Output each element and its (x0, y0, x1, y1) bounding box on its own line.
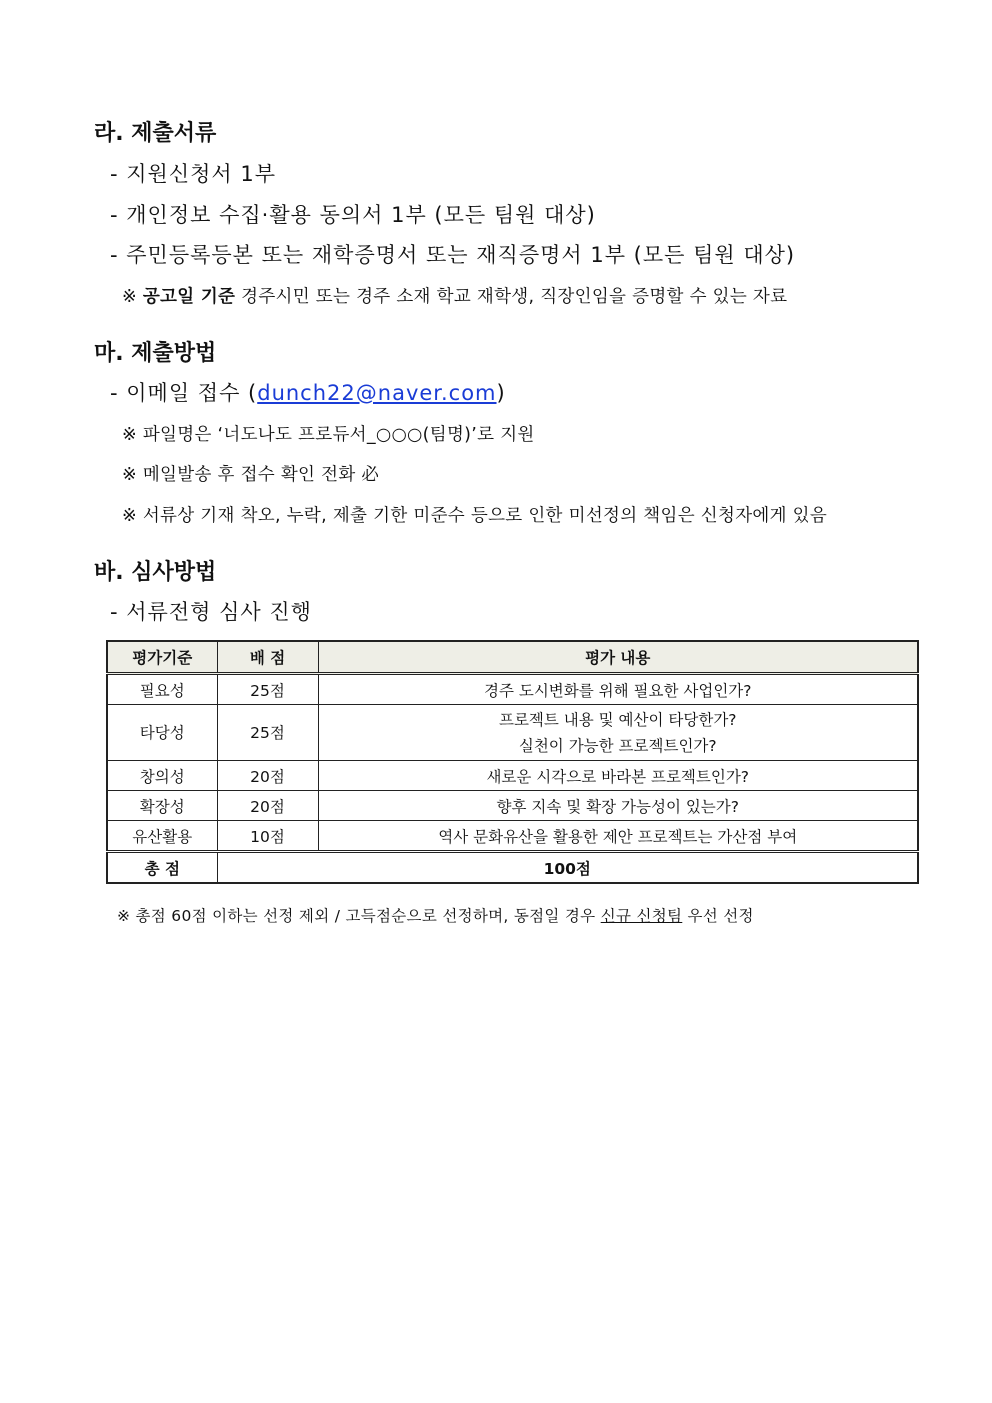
content-line: 실천이 가능한 프로젝트인가? (518, 736, 717, 755)
criterion-cell: 유산활용 (107, 821, 217, 852)
table-row (107, 791, 918, 821)
total-value-cell: 100점 (217, 852, 918, 884)
score-cell: 20점 (217, 791, 318, 821)
document-note: ※ 공고일 기준 경주시민 또는 경주 소재 학교 재학생, 직장인임을 증명할 수 있는 자료 (122, 287, 788, 307)
score-cell: 25점 (217, 705, 318, 761)
criterion-cell: 창의성 (107, 761, 217, 791)
table-row (107, 674, 918, 705)
score-cell: 20점 (217, 761, 318, 791)
content-line: 프로젝트 내용 및 예산이 타당한가? (498, 710, 737, 729)
criterion-cell: 필요성 (107, 674, 217, 705)
selection-footnote: ※ 총점 60점 이하는 선정 제외 / 고득점순으로 선정하며, 동점일 경우 신규 신청팀 우선 선정 (117, 907, 754, 925)
score-cell: 25점 (217, 674, 318, 705)
table-row (107, 761, 918, 791)
submission-note: ※ 서류상 기재 착오, 누락, 제출 기한 미준수 등으로 인한 미선정의 책임은 신청자에게 있음 (122, 506, 828, 526)
review-item: - 서류전형 심사 진행 (110, 600, 312, 624)
total-label-cell: 총 점 (107, 852, 217, 884)
document-item: - 주민등록등본 또는 재학증명서 또는 재직증명서 1부 (모든 팀원 대상) (110, 243, 796, 267)
table-total-row (107, 852, 918, 884)
criterion-cell: 타당성 (107, 705, 217, 761)
submission-email-item: - 이메일 접수 (dunch22@naver.com) (110, 381, 506, 405)
criterion-cell: 확장성 (107, 791, 217, 821)
content-cell: 역사 문화유산을 활용한 제안 프로젝트는 가산점 부여 (318, 821, 918, 852)
submission-note: ※ 메일발송 후 접수 확인 전화 必 (122, 465, 380, 485)
score-cell: 10점 (217, 821, 318, 852)
email-link[interactable]: dunch22@naver.com (257, 381, 497, 405)
content-cell (318, 705, 918, 761)
header-score: 배 점 (217, 641, 318, 674)
document-item: - 개인정보 수집·활용 동의서 1부 (모든 팀원 대상) (110, 203, 596, 227)
section-heading-review: 바. 심사방법 (94, 560, 217, 585)
content-cell: 새로운 시각으로 바라본 프로젝트인가? (318, 761, 918, 791)
header-criterion: 평가기준 (107, 641, 217, 674)
content-cell: 향후 지속 및 확장 가능성이 있는가? (318, 791, 918, 821)
document-item: - 지원신청서 1부 (110, 162, 277, 186)
table-row (107, 821, 918, 852)
content-cell: 경주 도시변화를 위해 필요한 사업인가? (318, 674, 918, 705)
header-content: 평가 내용 (318, 641, 918, 674)
evaluation-table (106, 640, 919, 884)
table-row (107, 705, 918, 761)
section-heading-submission: 마. 제출방법 (94, 341, 217, 366)
section-heading-documents: 라. 제출서류 (94, 121, 217, 146)
table-header-row (107, 641, 918, 674)
submission-note: ※ 파일명은 ‘너도나도 프로듀서_○○○(팀명)’로 지원 (122, 425, 535, 445)
